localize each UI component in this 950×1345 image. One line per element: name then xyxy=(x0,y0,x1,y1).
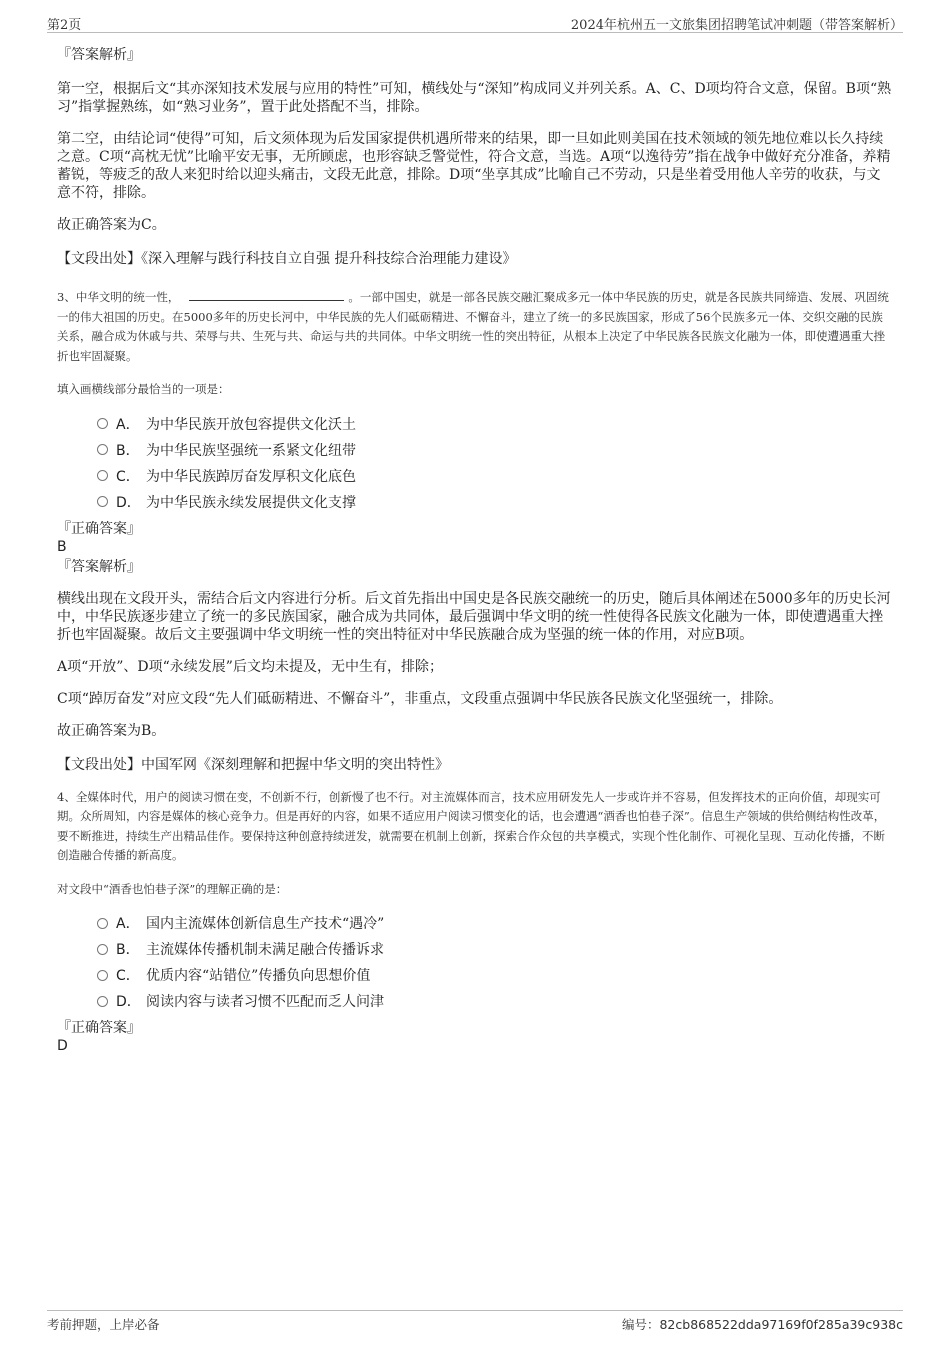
page-number: 第2页 xyxy=(47,18,82,33)
q4-option-b[interactable]: B． 主流媒体传播机制未满足融合传播诉求 xyxy=(97,937,893,963)
radio-icon[interactable] xyxy=(97,418,108,429)
radio-icon[interactable] xyxy=(97,444,108,455)
radio-icon[interactable] xyxy=(97,996,108,1007)
q3-analysis-label: 『答案解析』 xyxy=(57,558,141,575)
q4-options xyxy=(57,911,893,1015)
q4-option-d[interactable]: D． 阅读内容与读者习惯不匹配而乏人问津 xyxy=(97,989,893,1015)
footer-slogan: 考前押题，上岸必备 xyxy=(47,1317,160,1332)
q2-analysis-paragraph-1: 第一空，根据后文“其亦深知技术发展与应用的特性”可知，横线处与“深知”构成同义并列关系。A、C、D项均符合文意，保留。B项“熟习”指掌握熟练，如“熟习业务”，置于此处搭配不当，排除。 xyxy=(57,81,892,115)
q3-answer-label: 『正确答案』 xyxy=(57,520,141,537)
q2-source: 【文段出处】《深入理解与践行科技自立自强 提升科技综合治理能力建设》 xyxy=(57,251,517,267)
page-footer xyxy=(47,1310,903,1333)
q4-prompt: 对文段中“酒香也怕巷子深”的理解正确的是： xyxy=(57,881,288,896)
q3-source: 【文段出处】中国军网《深刻理解和把握中华文明的突出特性》 xyxy=(57,756,449,773)
footer-code xyxy=(622,1315,903,1333)
radio-icon[interactable] xyxy=(97,470,108,481)
q3-option-c[interactable]: C． 为中华民族踔厉奋发厚积文化底色 xyxy=(97,464,893,490)
radio-icon[interactable] xyxy=(97,970,108,981)
radio-icon[interactable] xyxy=(97,918,108,929)
q4-stem: 4、全媒体时代，用户的阅读习惯在变，不创新不行，创新慢了也不行。对主流媒体而言，技术应用研发先人一步或许并不容易，但发挥技术的正向价值，却现实可期。众所周知，内容是媒体的核心竞争力。但是再好的内容，如果不适应用户阅读习惯变化的话，也会遭遇“酒香也怕巷子深”。信息生产领域的供给侧结构性改革，要不断推进，持续生产出精品佳作。要保持这种创意持续迸发，就需要在机制上创新，探索合作众包的共享模式，实现个性化制作、可视化呈现、互动化传播，不断创造融合传播的新高度。 xyxy=(57,789,886,862)
q2-analysis-label: 『答案解析』 xyxy=(57,47,141,63)
radio-icon[interactable] xyxy=(97,944,108,955)
q3-stem xyxy=(57,288,893,366)
q3-analysis-paragraph-2: A项“开放”、D项“永续发展”后文均未提及，无中生有，排除； xyxy=(57,658,443,675)
q4-answer-label: 『正确答案』 xyxy=(57,1020,141,1036)
q3-option-a[interactable]: A． 为中华民族开放包容提供文化沃土 xyxy=(97,412,893,438)
footer-code-label: 编号： xyxy=(621,1317,660,1332)
footer-code-value: 82cb868522dda97169f0f285a39c938c xyxy=(659,1317,903,1332)
q4-option-a[interactable]: A． 国内主流媒体创新信息生产技术“遇冷” xyxy=(97,911,893,937)
q2-analysis-paragraph-2: 第二空，由结论词“使得”可知，后文须体现为后发国家提供机遇所带来的结果，即一旦如此则美国在技术领域的领先地位难以长久持续之意。C项“高枕无忧”比喻平安无事，无所顾虑，也形容缺乏警觉性，符合文意，当选。A项“以逸待劳”指在战争中做好充分准备，养精蓄锐，等疲乏的敌人来犯时给以迎头痛击，文段无此意，排除。D项“坐享其成”比喻自己不劳动，只是坐着受用他人辛劳的收获，与文意不符，排除。 xyxy=(57,131,891,201)
page-header xyxy=(47,12,903,33)
q2-conclusion: 故正确答案为C。 xyxy=(57,217,166,233)
q3-option-d[interactable]: D． 为中华民族永续发展提供文化支撑 xyxy=(97,490,893,516)
q3-options xyxy=(57,412,893,516)
q3-analysis-paragraph-1: 横线出现在文段开头，需结合后文内容进行分析。后文首先指出中国史是各民族交融统一的历史，随后具体阐述在5000多年的历史长河中，中华民族逐步建立了统一的多民族国家，融合成为共同体，最后强调中华文明的统一性使得各民族文化融为一体，即使遭遇重大挫折也牢固凝聚。故后文主要强调中华文明统一性的突出特征对中华民族融合成为坚强的统一体的作用，对应B项。 xyxy=(57,590,891,643)
radio-icon[interactable] xyxy=(97,496,108,507)
q3-conclusion: 故正确答案为B。 xyxy=(57,722,166,739)
q3-stem-rest: 。一部中国史，就是一部各民族交融汇聚成多元一体中华民族的历史，就是各民族共同缔造、发展、巩固统一的伟大祖国的历史。在5000多年的历史长河中，中华民族的先人们砥砺精进、不懈奋斗，建立了统一的多民族国家，形成了56个民族多元一体、交织交融的民族关系，融合成为休戚与共、荣辱与共、生死与共、命运与共的共同体。中华文明统一性的突出特征，从根本上决定了中华民族各民族文化融为一体，即使遭遇重大挫折也牢固凝聚。 xyxy=(57,290,889,363)
q4-option-c[interactable]: C． 优质内容“站错位”传播负向思想价值 xyxy=(97,963,893,989)
q3-stem-start: 3、中华文明的统一性， xyxy=(57,290,180,304)
page-content xyxy=(57,46,893,1055)
q3-fill-blank xyxy=(189,288,344,301)
document-title: 2024年杭州五一文旅集团招聘笔试冲刺题（带答案解析） xyxy=(570,18,903,33)
q3-answer: B xyxy=(57,538,67,555)
q4-answer: D xyxy=(57,1038,68,1054)
q3-option-b[interactable]: B． 为中华民族坚强统一系紧文化纽带 xyxy=(97,438,893,464)
q3-analysis-paragraph-3: C项“踔厉奋发”对应文段“先人们砥砺精进、不懈奋斗”，非重点，文段重点强调中华民族各民族文化坚强统一，排除。 xyxy=(57,690,783,707)
q3-prompt: 填入画横线部分最恰当的一项是： xyxy=(57,382,230,396)
